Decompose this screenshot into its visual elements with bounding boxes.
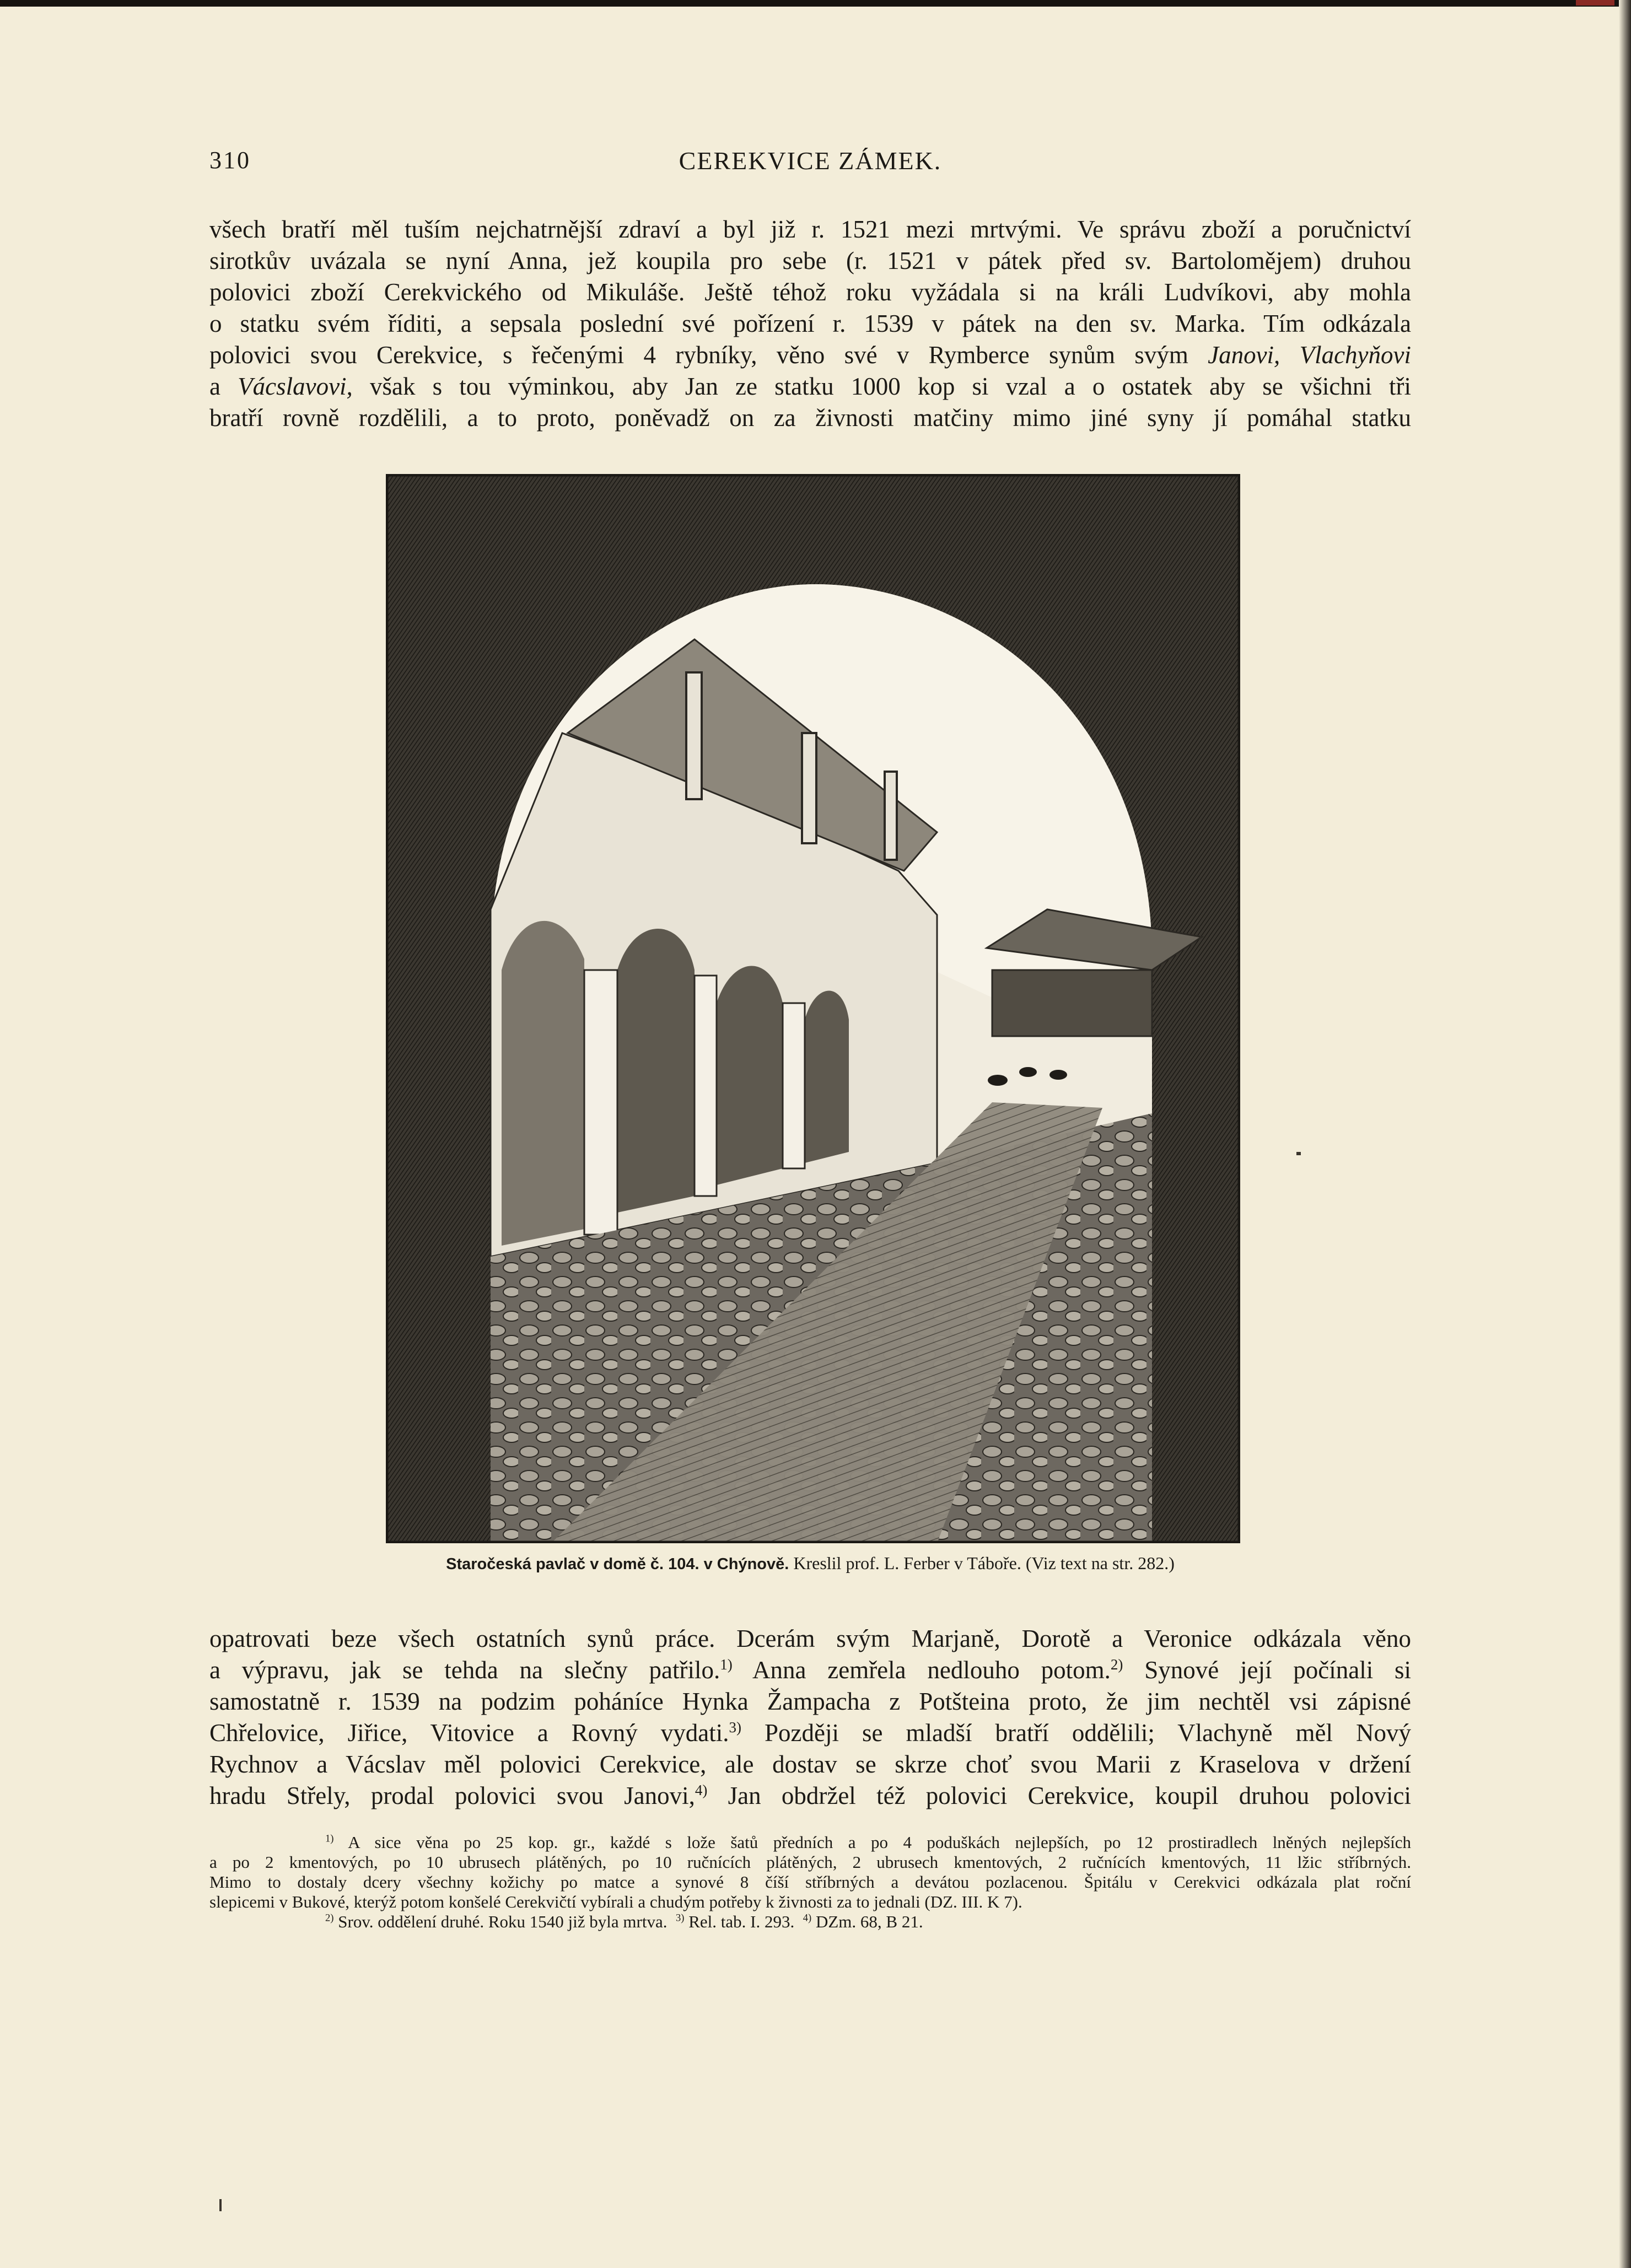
text-line: [209, 1717, 1411, 1749]
running-title: CEREKVICE ZÁMEK.: [679, 147, 942, 175]
text-segment: Anna zemřela nedlouho potom.: [732, 1656, 1111, 1684]
caption-title: Staročeská pavlač v domě č. 104. v Chýnově.: [446, 1555, 789, 1573]
text-segment: Později se mladší bratří oddělili; Vlachyně měl Nový: [741, 1719, 1411, 1747]
footnote-text: Rel. tab. I. 293.: [688, 1912, 795, 1931]
text-line: o statku svém říditi, a sepsala poslední své pořízení r. 1539 v pátek na den sv. Marka. Tím odkázala: [209, 310, 1411, 337]
footnote-text: DZm. 68, B 21.: [815, 1912, 923, 1931]
text-line: bratří rovně rozdělili, a to proto, poněvadž on za živnosti matčiny mimo jiné syny jí pomáhal statku: [209, 404, 1411, 432]
caption-credit: Kreslil prof. L. Ferber v Táboře. (Viz text na str. 282.): [789, 1553, 1175, 1573]
text-line: [209, 1780, 1411, 1812]
text-line: opatrovati beze všech ostatních synů práce. Dcerám svým Marjaně, Dorotě a Veronice odkázala věno: [209, 1625, 1411, 1652]
text-segment: Synové její počínali si: [1123, 1656, 1411, 1684]
text-segment: však s tou výminkou, aby Jan ze statku 1000 kop si vzal a o ostatek aby se všichni tři: [352, 373, 1411, 400]
paragraph-top: [209, 214, 1411, 434]
footnote-line: [209, 1833, 1411, 1852]
text-segment: Jan obdržel též polovici Cerekvice, koupil druhou polovici: [707, 1782, 1411, 1809]
footnote-marker: 3): [675, 1912, 685, 1924]
footnote-marker: 2): [325, 1912, 334, 1924]
footnotes: [209, 1833, 1411, 1932]
text-line: všech bratří měl tuším nejchatrnější zdraví a byl již r. 1521 mezi mrtvými. Ve správu zboží a poručnictví: [209, 216, 1411, 243]
edge-mark: [1576, 0, 1614, 6]
text-segment: a: [209, 373, 238, 400]
figure-caption: [209, 1553, 1411, 1574]
speck: [1296, 1152, 1301, 1155]
page-edge-shadow: [1619, 0, 1631, 2268]
italic-names: Janovi, Vlachyňovi: [1208, 341, 1411, 369]
text-line: sirotkův uvázala se nyní Anna, jež koupila pro sebe (r. 1521 v pátek před sv. Bartolomějem) druhou: [209, 247, 1411, 274]
footnote-text: Srov. oddělení druhé. Roku 1540 již byla mrtva.: [338, 1912, 668, 1931]
text-line: [209, 371, 1411, 402]
text-line: Rychnov a Vácslav měl polovici Cerekvice, ale dostav se skrze choť svou Marii z Kraselova v držení: [209, 1750, 1411, 1778]
footnote-text: A sice věna po 25 kop. gr., každé s lože šatů předních a po 4 poduškách nejlepších, po 12 prostiradlech lněných nejlepších: [348, 1833, 1411, 1852]
paragraph-bottom: [209, 1623, 1411, 1812]
italic-name: Vácslavovi,: [238, 373, 353, 400]
speck: [219, 2199, 222, 2211]
footnote-marker: 1): [325, 1833, 334, 1845]
footnote-line: a po 2 kmentových, po 10 ubrusech plátěných, po 10 ručnících plátěných, 2 ubrusech kmentových, 2 ručnících kmentových, 11 lžic stříbrných.: [209, 1852, 1411, 1872]
footnote-ref: 3): [729, 1719, 742, 1736]
engraving-illustration: [386, 474, 1240, 1543]
page-number: 310: [209, 147, 251, 174]
text-segment: hradu Střely, prodal polovici svou Janovi,: [209, 1782, 695, 1809]
text-segment: a výpravu, jak se tehda na slečny patřilo.: [209, 1656, 720, 1684]
footnote-ref: 4): [695, 1782, 708, 1798]
text-line: polovici zboží Cerekvického od Mikuláše. Ještě téhož roku vyžádala si na králi Ludvíkovi, aby mohla: [209, 278, 1411, 306]
footnote-line: [209, 1912, 1411, 1932]
footnote-ref: 2): [1110, 1656, 1123, 1673]
footnote-line: Mimo to dostaly dcery všechny kožichy po matce a synové 8 číší stříbrných a devátou pozlacenou. Špitálu v Cerekvici odkázala plat roční: [209, 1872, 1411, 1892]
text-segment: Chřelovice, Jiřice, Vitovice a Rovný vydati.: [209, 1719, 729, 1747]
top-border: [0, 0, 1631, 7]
text-segment: polovici svou Cerekvice, s řečenými 4 rybníky, věno své v Rymberce synům svým: [209, 341, 1208, 369]
footnote-marker: 4): [803, 1912, 812, 1924]
footnote-line: slepicemi v Bukové, kterýž potom konšelé Cerekvičtí vybírali a chudým potřeby k živnosti za to jednali (DZ. III. K 7).: [209, 1892, 1022, 1911]
text-line: [209, 1655, 1411, 1686]
footnote-ref: 1): [720, 1656, 733, 1673]
text-line: [209, 340, 1411, 371]
page-header: [209, 146, 1411, 185]
text-line: samostatně r. 1539 na podzim poháníce Hynka Žampacha z Potšteina proto, že jim nechtěl vsi zápisné: [209, 1688, 1411, 1715]
